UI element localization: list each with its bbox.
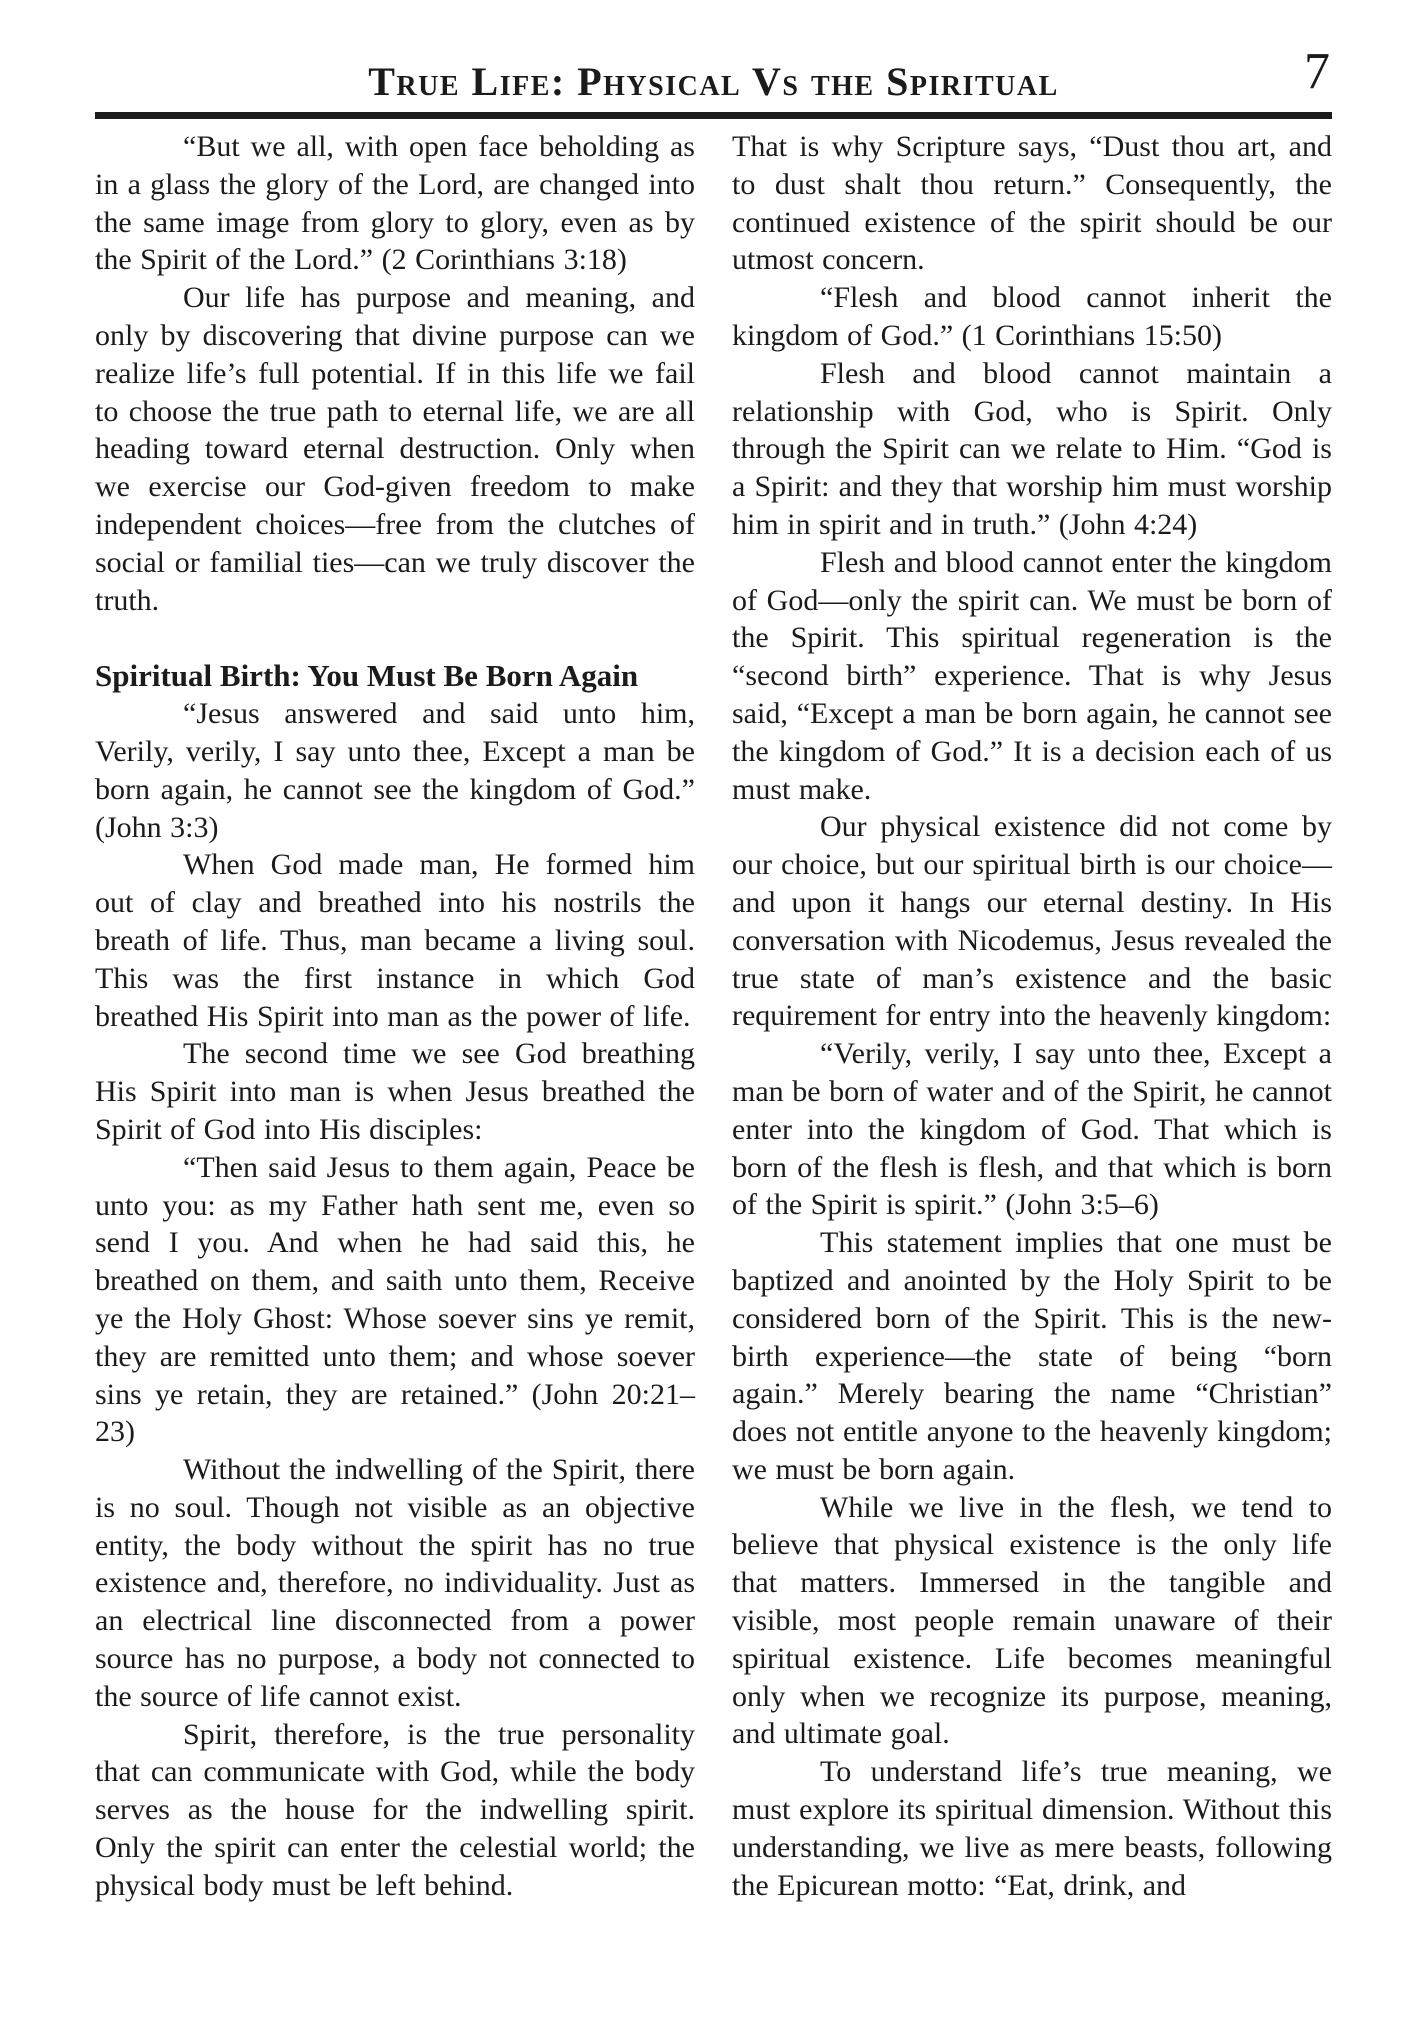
paragraph: Spirit, therefore, is the true personality that can communicate with God, while the body serves as the house for the indwelling spirit. Only the spirit can enter the celestial world; the physical body must be left behind. [95, 1717, 695, 1902]
paragraph: Flesh and blood cannot maintain a relationship with God, who is Spirit. Only through the Spirit can we relate to Him. “God is a Spirit: and they that worship him must worship him in spirit and in truth.” (John 4:24) [732, 356, 1332, 541]
paragraph: “But we all, with open face beholding as in a glass the glory of the Lord, are changed into the same image from glory to glory, even as by the Spirit of the Lord.” (2 Corinthians 3:18) [95, 130, 695, 277]
page-title: True Life: Physical Vs the Spiritual [368, 59, 1059, 104]
paragraph: To understand life’s true meaning, we must explore its spiritual dimension. Without this understanding, we live as mere beasts, following the Epicurean motto: “Eat, drink, and [732, 1755, 1332, 1902]
paragraph: Without the indwelling of the Spirit, there is no soul. Though not visible as an objective entity, the body without the spirit has no true existence and, therefore, no individuality. Just as an electrical line disconnected from a power source has no purpose, a body not connected to the source of life cannot exist. [95, 1453, 695, 1713]
right-column [732, 128, 1332, 1905]
text-columns [95, 128, 1332, 1905]
paragraph: Flesh and blood cannot enter the kingdom of God—only the spirit can. We must be born of the Spirit. This spiritual regeneration is the “second birth” experience. That is why Jesus said, “Except a man be born again, he cannot see the kingdom of God.” It is a decision each of us must make. [732, 545, 1332, 806]
paragraph: The second time we see God breathing His Spirit into man is when Jesus breathed the Spirit of God into His disciples: [95, 1037, 695, 1146]
paragraph: Our life has purpose and meaning, and only by discovering that divine purpose can we realize life’s full potential. If in this life we fail to choose the true path to eternal life, we are all heading toward eternal destruction. Only when we exercise our God-given freedom to make independent choices—free from the clutches of social or familial ties—can we truly discover the truth. [95, 281, 695, 617]
paragraph: This statement implies that one must be baptized and anointed by the Holy Spirit to be considered born of the Spirit. This is the new-birth experience—the state of being “born again.” Merely bearing the name “Christian” does not entitle anyone to the heavenly kingdom; we must be born again. [732, 1226, 1332, 1486]
paragraph: “Flesh and blood cannot inherit the kingdom of God.” (1 Corinthians 15:50) [732, 281, 1332, 352]
paragraph: While we live in the flesh, we tend to believe that physical existence is the only life that matters. Immersed in the tangible and visible, most people remain unaware of their spiritual existence. Life becomes meaningful only when we recognize its purpose, meaning, and ultimate goal. [732, 1490, 1332, 1751]
paragraph-continuation: That is why Scripture says, “Dust thou art, and to dust shalt thou return.” Consequently, the continued existence of the spirit should be our utmost concern. [732, 130, 1332, 277]
header-rule [95, 112, 1332, 119]
paragraph: “Verily, verily, I say unto thee, Except a man be born of water and of the Spirit, he cannot enter into the kingdom of God. That which is born of the flesh is flesh, and that which is born of the Spirit is spirit.” (John 3:5–6) [732, 1037, 1332, 1222]
left-column [95, 128, 695, 1905]
paragraph: “Jesus answered and said unto him, Verily, verily, I say unto thee, Except a man be born again, he cannot see the kingdom of God.” (John 3:3) [95, 697, 695, 844]
paragraph: Our physical existence did not come by our choice, but our spiritual birth is our choice—and upon it hangs our eternal destiny. In His conversation with Nicodemus, Jesus revealed the true state of man’s existence and the basic requirement for entry into the heavenly kingdom: [732, 810, 1332, 1033]
page-number: 7 [1304, 43, 1330, 100]
paragraph: “Then said Jesus to them again, Peace be unto you: as my Father hath sent me, even so send I you. And when he had said this, he breathed on them, and saith unto them, Receive ye the Holy Ghost: Whose soever sins ye remit, they are remitted unto them; and whose soever sins ye retain, they are retained.” (John 20:21–23) [95, 1150, 695, 1449]
paragraph: When God made man, He formed him out of clay and breathed into his nostrils the breath of life. Thus, man became a living soul. This was the first instance in which God breathed His Spirit into man as the power of life. [95, 848, 695, 1033]
section-heading: Spiritual Birth: You Must Be Born Again [95, 658, 639, 694]
